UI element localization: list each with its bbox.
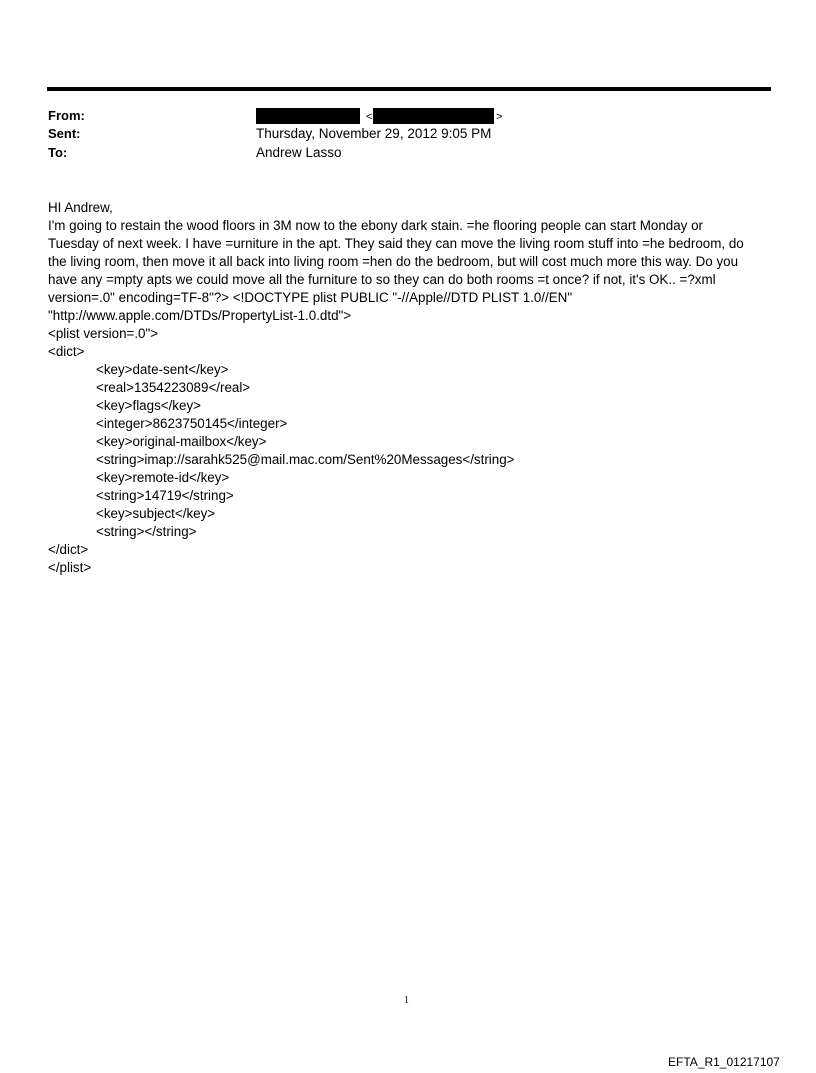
sent-label: Sent:	[48, 126, 81, 141]
dict-line: <string></string>	[96, 524, 197, 539]
closing-line: </plist>	[48, 560, 92, 575]
document-id: EFTA_R1_01217107	[668, 1055, 780, 1069]
sent-value: Thursday, November 29, 2012 9:05 PM	[256, 126, 492, 141]
from-open-bracket: <	[366, 111, 373, 123]
body-line: "http://www.apple.com/DTDs/PropertyList-1.0.dtd">	[48, 308, 352, 323]
redacted-sender-name	[256, 108, 360, 124]
body-line: have any =mpty apts we could move all the furniture to so they can do both rooms =t once? if not, it's OK.. =?xml	[48, 272, 716, 287]
dict-line: <string>imap://sarahk525@mail.mac.com/Sent%20Messages</string>	[96, 452, 515, 467]
dict-line: <real>1354223089</real>	[96, 380, 251, 395]
dict-line: <key>date-sent</key>	[96, 362, 229, 377]
dict-line: <key>remote-id</key>	[96, 470, 230, 485]
dict-line: <string>14719</string>	[96, 488, 234, 503]
header-rule	[47, 87, 771, 91]
body-line: I'm going to restain the wood floors in 3M now to the ebony dark stain. =he flooring people can start Monday or	[48, 218, 703, 233]
from-close-bracket: >	[496, 111, 503, 123]
body-line: Tuesday of next week. I have =urniture in the apt. They said they can move the living room stuff into =he bedroom, do	[48, 236, 744, 251]
to-label: To:	[48, 145, 68, 160]
page-number: 1	[404, 995, 409, 1006]
dict-line: <integer>8623750145</integer>	[96, 416, 288, 431]
dict-line: <key>subject</key>	[96, 506, 216, 521]
body-line: the living room, then move it all back into living room =hen do the bedroom, but will cost much more this way. Do you	[48, 254, 739, 269]
from-label: From:	[48, 108, 85, 123]
body-line: <plist version=.0">	[48, 326, 159, 341]
email-body	[48, 199, 760, 577]
body-line: <dict>	[48, 344, 85, 359]
body-line: version=.0" encoding=TF-8"?> <!DOCTYPE plist PUBLIC "-//Apple//DTD PLIST 1.0//EN"	[48, 290, 573, 305]
closing-line: </dict>	[48, 542, 89, 557]
body-line: HI Andrew,	[48, 200, 113, 215]
dict-line: <key>flags</key>	[96, 398, 201, 413]
to-value: Andrew Lasso	[256, 145, 342, 160]
dict-line: <key>original-mailbox</key>	[96, 434, 267, 449]
redacted-sender-email	[373, 108, 494, 124]
